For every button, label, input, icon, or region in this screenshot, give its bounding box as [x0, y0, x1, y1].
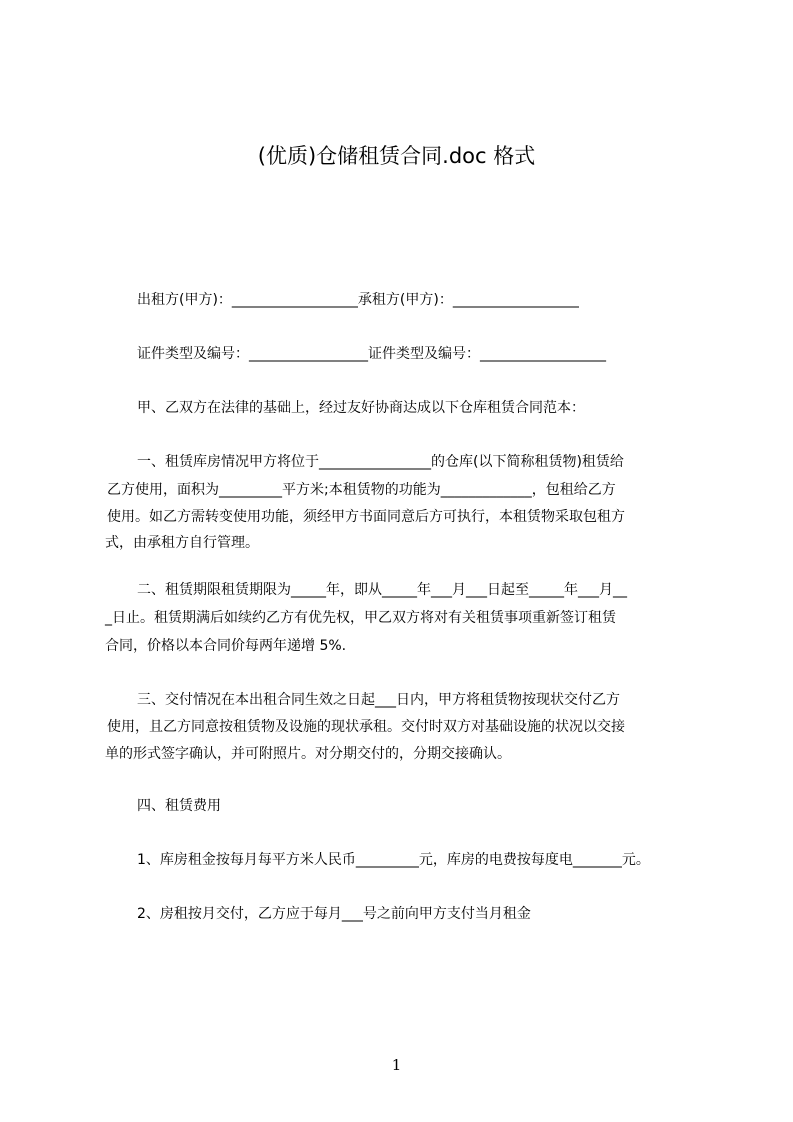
section-1-line-3: 使用。如乙方需转变使用功能，须经甲方书面同意后方可执行，本租赁物采取包租方	[107, 509, 625, 525]
id-line: 证件类型及编号：_________________证件类型及编号：__________________	[137, 346, 606, 362]
page-number: 1	[391, 1056, 402, 1074]
section-1-line-4: 式，由承租方自行管理。	[105, 535, 259, 551]
section-2-line-3: 合同，价格以本合同价每两年递增 5%.	[105, 638, 347, 654]
section-4-item-1: 1、库房租金按每月每平方米人民币_________元，库房的电费按每度电_______元。	[137, 852, 650, 868]
section-4-heading: 四、租赁费用	[137, 798, 221, 814]
document-title: (优质)仓储租赁合同.doc 格式	[257, 144, 536, 168]
section-1-line-1: 一、租赁库房情况甲方将位于________________的仓库(以下简称租赁物)租赁给	[137, 454, 624, 470]
party-line: 出租方(甲方)：__________________承租方(甲方)：__________________	[137, 292, 579, 308]
section-3-line-2: 使用，且乙方同意按租赁物及设施的现状承租。交付时双方对基础设施的状况以交接	[107, 719, 625, 735]
intro-paragraph: 甲、乙双方在法律的基础上，经过友好协商达成以下仓库租赁合同范本：	[137, 400, 585, 416]
section-3-line-1: 三、交付情况在本出租合同生效之日起___日内，甲方将租赁物按现状交付乙方	[137, 692, 620, 708]
section-4-item-2: 2、房租按月交付，乙方应于每月___号之前向甲方支付当月租金	[137, 906, 531, 922]
section-2-line-1: 二、租赁期限租赁期限为_____年，即从_____年___月___日起至_____年___月__	[137, 582, 627, 598]
section-1-line-2: 乙方使用，面积为_________平方米;本租赁物的功能为_____________，包租给乙方	[107, 482, 616, 498]
section-2-line-2: _日止。租赁期满后如续约乙方有优先权，甲乙双方将对有关租赁事项重新签订租赁	[105, 610, 616, 626]
section-3-line-3: 单的形式签字确认，并可附照片。对分期交付的，分期交接确认。	[105, 746, 511, 762]
